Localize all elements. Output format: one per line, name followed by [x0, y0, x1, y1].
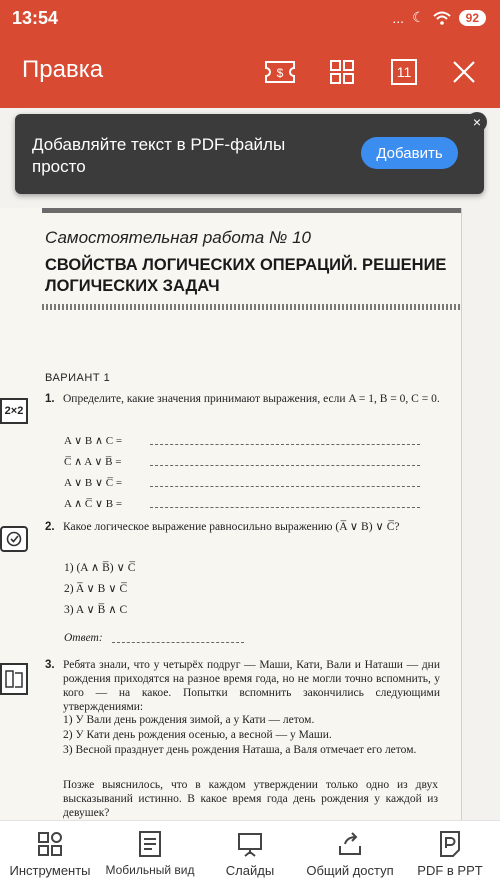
- slides-button[interactable]: [200, 829, 300, 878]
- battery-indicator: 92: [459, 10, 486, 26]
- grid-icon: [329, 59, 355, 85]
- document-page: [0, 208, 462, 820]
- task-3-statement: 1) У Вали день рождения зимой, а у Кати — летом.: [63, 714, 315, 726]
- task-2-number: 2.: [45, 521, 55, 533]
- book-icon: [4, 669, 24, 689]
- tools-button[interactable]: [0, 829, 100, 878]
- task-1: [45, 392, 440, 406]
- task-2: [45, 520, 440, 534]
- pdf-to-ppt-icon: [437, 830, 463, 858]
- svg-text:$: $: [276, 66, 284, 80]
- share-button[interactable]: [300, 829, 400, 878]
- task-1-expression: C̅ ∧ A ∨ B̅ =: [64, 456, 122, 468]
- task-3-conclusion: Позже выяснилось, что в каждом утверждении только одно из двух высказываний истинно. В какое время года день рождения у каждой из девушек?: [63, 779, 438, 819]
- task-3-statement: 3) Весной празднует день рождения Наташа, а Валя отмечает его летом.: [63, 744, 417, 756]
- page-count-label: 11: [396, 64, 412, 80]
- task-1-expression: A ∧ C̅ ∨ B =: [64, 498, 123, 510]
- mobile-view-icon: [137, 830, 163, 858]
- task-1-expression: A ∨ B ∨ C̅ =: [64, 477, 123, 489]
- add-text-banner: [15, 114, 484, 194]
- tools-grid-icon: [36, 830, 64, 858]
- work-subtitle: Самостоятельная работа № 10: [45, 228, 311, 247]
- task-2-option: 3) A ∨ B̅ ∧ C: [64, 604, 128, 616]
- task-2-text: Какое логическое выражение равносильно выражению (A̅ ∨ B) ∨ C̅?: [63, 521, 400, 533]
- answer-line: [150, 507, 420, 508]
- mobile-view-label: Мобильный вид: [105, 863, 195, 877]
- book-side-icon: [0, 663, 28, 695]
- share-label: Общий доступ: [306, 863, 394, 878]
- task-3-statement: 2) У Кати день рождения осенью, а весной — у Маши.: [63, 729, 332, 741]
- slides-icon: [236, 830, 264, 858]
- status-bar: [0, 0, 500, 36]
- bottom-toolbar: [0, 820, 500, 888]
- grid-view-button[interactable]: [322, 52, 362, 92]
- top-bar: [0, 0, 500, 108]
- task-1-text: Определите, какие значения принимают выражения, если A = 1, B = 0, C = 0.: [63, 393, 440, 405]
- variant-label: ВАРИАНТ 1: [45, 372, 111, 384]
- status-icons: [392, 9, 486, 26]
- pdf-to-ppt-label: PDF в PPT: [417, 863, 483, 878]
- pay-ticket-button[interactable]: [260, 52, 300, 92]
- calculator-side-icon: 2×2: [0, 398, 28, 424]
- app-bar: [0, 36, 500, 108]
- tools-label: Инструменты: [9, 863, 91, 878]
- slides-label: Слайды: [225, 863, 275, 878]
- app-bar-title: Правка: [22, 56, 104, 83]
- task-3: [45, 658, 440, 714]
- mobile-view-button[interactable]: [100, 829, 200, 877]
- answer-line: [150, 486, 420, 487]
- check-circle-icon: [6, 531, 22, 547]
- task-3-number: 3.: [45, 659, 55, 671]
- answer-line: [150, 465, 420, 466]
- answer-line: [150, 444, 420, 445]
- task-1-expression: A ∨ B ∧ C =: [64, 435, 123, 447]
- answer-line: [112, 642, 244, 643]
- pdf-to-ppt-button[interactable]: [400, 829, 500, 878]
- task-3-text: Ребята знали, что у четырёх подруг — Маши, Кати, Вали и Наташи — дни рождения приходятся на разное время года, но не могли точно вспомнить, у кого — на какое. Попытки вспомнить закончились следующими утверждениями:: [63, 659, 440, 713]
- task-2-option: 2) A̅ ∨ B ∨ C̅: [64, 583, 128, 595]
- ticket-dollar-icon: [264, 59, 296, 85]
- status-time: 13:54: [12, 8, 59, 28]
- add-button[interactable]: Добавить: [361, 137, 458, 169]
- close-icon: [452, 60, 476, 84]
- wifi-icon: [433, 11, 451, 25]
- heading-hatch-rule: [42, 304, 461, 310]
- banner-message: Добавляйте текст в PDF-файлы просто: [32, 135, 286, 176]
- check-side-icon: [0, 526, 28, 552]
- work-heading: СВОЙСТВА ЛОГИЧЕСКИХ ОПЕРАЦИЙ. РЕШЕНИЕ ЛОГИЧЕСКИХ ЗАДАЧ: [45, 256, 447, 295]
- task-2-option: 1) (A ∧ B̅) ∨ C̅: [64, 562, 136, 574]
- banner-close-icon[interactable]: ×: [467, 112, 487, 132]
- task-1-number: 1.: [45, 393, 55, 405]
- alarm-icon: ☾: [412, 9, 425, 25]
- page-count-button[interactable]: [384, 52, 424, 92]
- notification-dots: ...: [392, 9, 405, 26]
- document-viewer[interactable]: [0, 108, 500, 820]
- close-button[interactable]: [444, 52, 484, 92]
- page-top-rule: [42, 208, 461, 213]
- share-icon: [336, 830, 364, 858]
- answer-label: Ответ:: [64, 632, 103, 644]
